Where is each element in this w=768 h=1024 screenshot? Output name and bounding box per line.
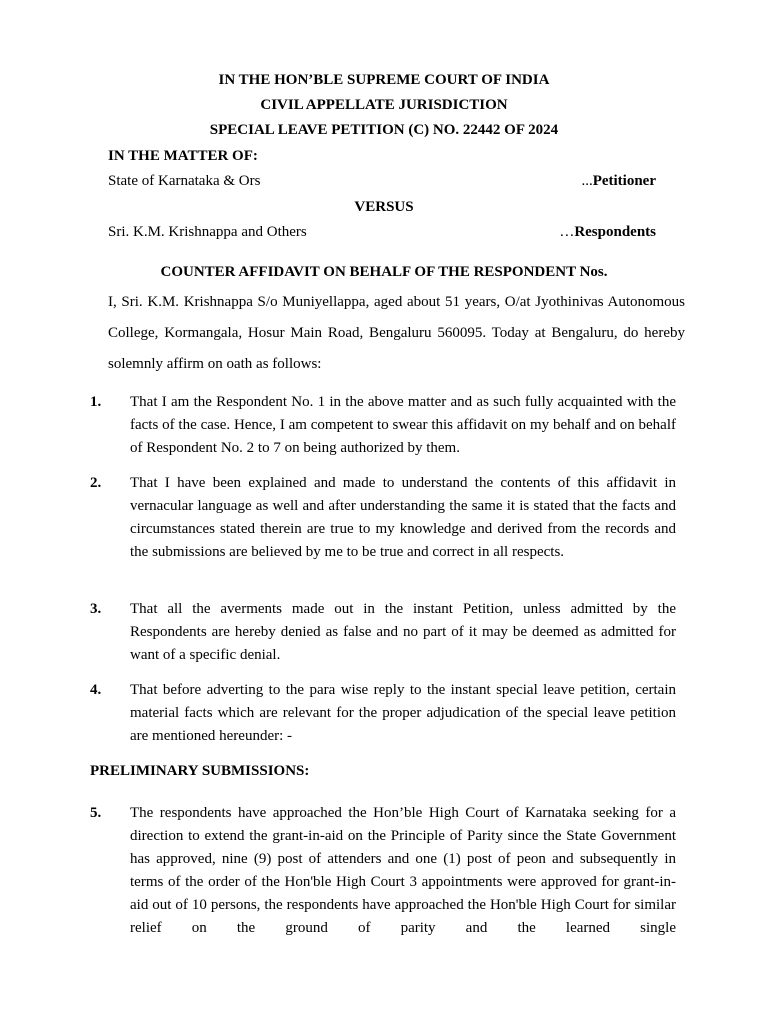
petition-number: SPECIAL LEAVE PETITION (C) NO. 22442 OF 2024 (209, 122, 559, 138)
court-name: IN THE HON’BLE SUPREME COURT OF INDIA (218, 72, 550, 88)
paragraph-text: That I have been explained and made to understand the contents of this affidavit in vernacular language as well and after understanding the same it is stated that the facts and circumstances stated therein are true to my knowledge and derived from the records and the submissions are believed by me to be true and correct in all respects. (130, 475, 676, 560)
paragraph-text: That I am the Respondent No. 1 in the above matter and as such fully acquainted with the facts of the case. Hence, I am competent to swear this affidavit on my behalf and on behalf of Respondent No. 2 to 7 on being authorized by them. (130, 394, 676, 456)
respondent-name: Sri. K.M. Krishnappa and Others (108, 224, 307, 240)
matter-heading: IN THE MATTER OF: (108, 148, 258, 164)
petitioner-prefix: ... (581, 173, 593, 189)
respondent-role: Respondents (574, 224, 656, 240)
respondent-prefix: … (559, 224, 575, 240)
petitioner-role: Petitioner (592, 173, 656, 189)
intro-paragraph: I, Sri. K.M. Krishnappa S/o Muniyellappa, aged about 51 years, O/at Jyothinivas Autonomous College, Kormangala, Hosur Main Road, Bengaluru 560095. Today at Bengaluru, do hereby solemnly affirm on oath as follows: (108, 294, 685, 372)
paragraph-number: 1. (90, 394, 102, 410)
section-heading: PRELIMINARY SUBMISSIONS: (90, 763, 310, 779)
petitioner-label (581, 173, 656, 190)
paragraph-number: 5. (90, 805, 102, 821)
petitioner-name: State of Karnataka & Ors (108, 173, 261, 189)
paragraph-number: 4. (90, 682, 102, 698)
paragraph-number: 2. (90, 475, 102, 491)
paragraph-text: That all the averments made out in the instant Petition, unless admitted by the Respondents are hereby denied as false and no part of it may be deemed as admitted for want of a specific denial. (130, 601, 676, 663)
paragraph-number: 3. (90, 601, 102, 617)
affidavit-title: COUNTER AFFIDAVIT ON BEHALF OF THE RESPONDENT Nos. (160, 264, 608, 280)
paragraph-text (130, 802, 676, 940)
paragraph-text: That before adverting to the para wise reply to the instant special leave petition, certain material facts which are relevant for the proper adjudication of the special leave petition are mentioned hereunder: - (130, 682, 676, 744)
respondent-label (559, 224, 656, 241)
versus-label: VERSUS (354, 199, 414, 215)
jurisdiction-heading: CIVIL APPELLATE JURISDICTION (260, 97, 508, 113)
paragraph-text-body: The respondents have approached the Hon’ble High Court of Karnataka seeking for a direction to extend the grant-in-aid on the Principle of Parity since the State Government has approved, nine (9) post of attenders and one (1) post of peon and subsequently in terms of the order of the Hon'ble High Court 3 appointments were approved for grant-in-aid out of 10 persons, the respondents have approached the Hon'ble High Court for similar relief on the ground of parity and the learned single (130, 805, 676, 936)
